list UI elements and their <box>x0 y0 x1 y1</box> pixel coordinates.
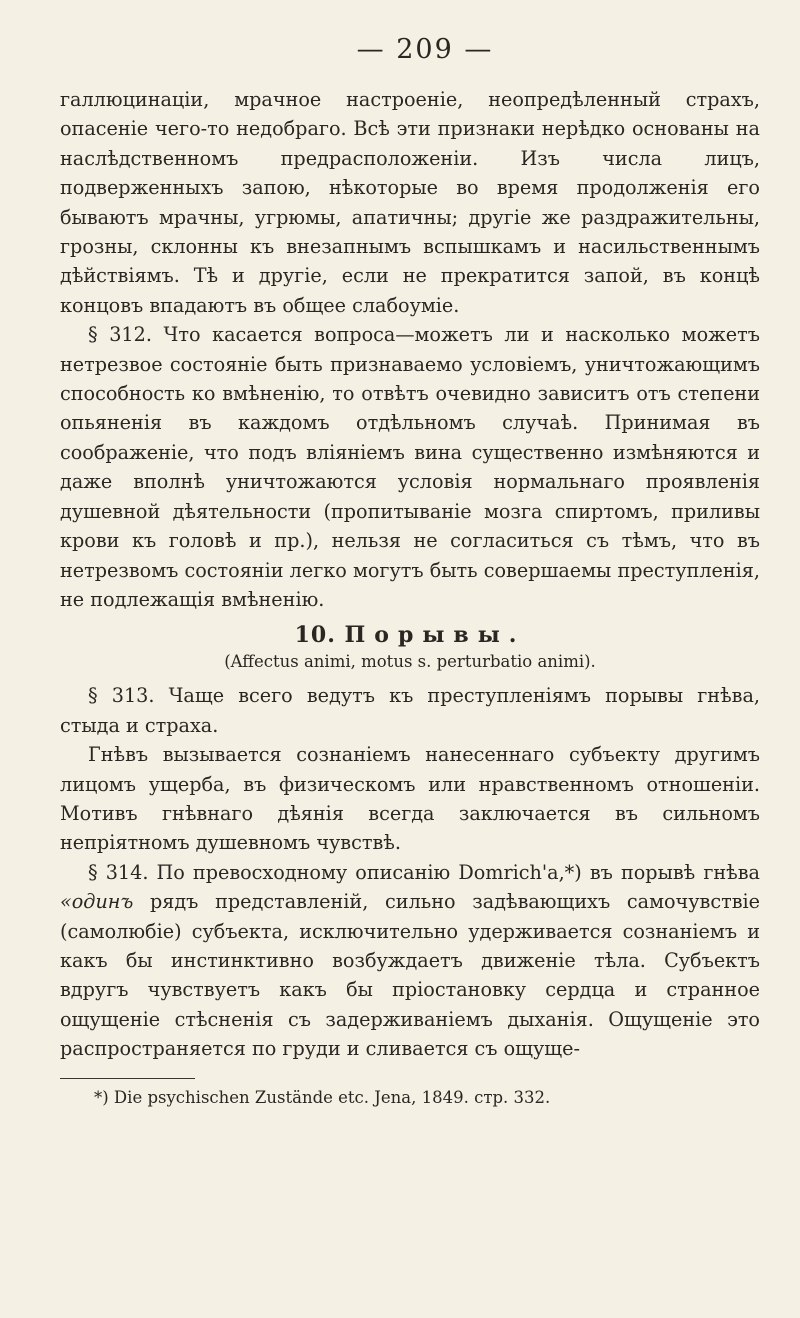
footnote: *) Die psychischen Zustände etc. Jena, 1849. стр. 332. <box>94 1087 551 1107</box>
paragraph-314 <box>60 858 760 1064</box>
section-number: 10. <box>294 622 336 649</box>
paragraph-hallucinations: галлюцинаціи, мрачное настроеніе, неопредѣленный страхъ, опасеніе чего-то недобраго. Всѣ эти признаки нерѣдко основаны на наслѣдственномъ предрасположеніи. Изъ числа лицъ, подверженныхъ запою, нѣкоторые во время продолженія его бываютъ мрачны, угрюмы, апатичны; другіе же раздражительны, грозны, склонны къ внезапнымъ вспышкамъ и насильственнымъ дѣйствіямъ. Тѣ и другіе, если не прекратится запой, въ концѣ концовъ впадаютъ въ общее слабоуміе. <box>60 88 760 317</box>
paragraph-314-emphasis: «одинъ <box>60 890 134 914</box>
paragraph-312: § 312. Что касается вопроса—можетъ ли и насколько можетъ нетрезвое состояніе быть признаваемо условіемъ, уничтожающимъ способность ко вмѣненію, то отвѣтъ очевидно зависитъ отъ степени опьяненія въ каждомъ отдѣльномъ случаѣ. Принимая въ соображеніе, что подъ вліяніемъ вина существенно измѣняются и даже вполнѣ уничтожаются условія нормальнаго проявленія душевной дѣятельности (пропитываніе мозга спиртомъ, приливы крови къ головѣ и пр.), нельзя не согласиться съ тѣмъ, что въ нетрезвомъ состояніи легко могутъ быть совершаемы преступленія, не подлежащія вмѣненію. <box>60 323 760 611</box>
section-heading <box>60 622 760 648</box>
book-page <box>60 34 760 1109</box>
footnote-divider <box>60 1078 195 1079</box>
paragraph-313: § 313. Чаще всего ведутъ къ преступленіямъ порывы гнѣва, стыда и страха. <box>60 684 760 737</box>
paragraph-314-start: § 314. По превосходному описанію Domrich'a,*) въ порывѣ гнѣва <box>88 860 760 884</box>
paragraph-anger: Гнѣвъ вызывается сознаніемъ нанесеннаго субъекту другимъ лицомъ ущерба, въ физическомъ или нравственномъ отношеніи. Мотивъ гнѣвнаго дѣянія всегда заключается въ сильномъ непріятномъ душевномъ чувствѣ. <box>60 743 760 855</box>
paragraph-314-rest: рядъ представленій, сильно задѣвающихъ самочувствіе (самолюбіе) субъекта, исключительно удерживается сознаніемъ и какъ бы инстинктивно возбуждаетъ движеніе тѣла. Субъектъ вдругъ чувствуетъ какъ бы пріостановку сердца и странное ощущеніе стѣсненія съ задерживаніемъ дыханія. Ощущеніе это распространяется по груди и сливается съ ощуще- <box>60 890 760 1061</box>
section-subtitle: (Affectus animi, motus s. perturbatio animi). <box>224 652 596 672</box>
page-number: — 209 — <box>356 34 494 65</box>
section-title: Порывы. <box>344 622 526 649</box>
